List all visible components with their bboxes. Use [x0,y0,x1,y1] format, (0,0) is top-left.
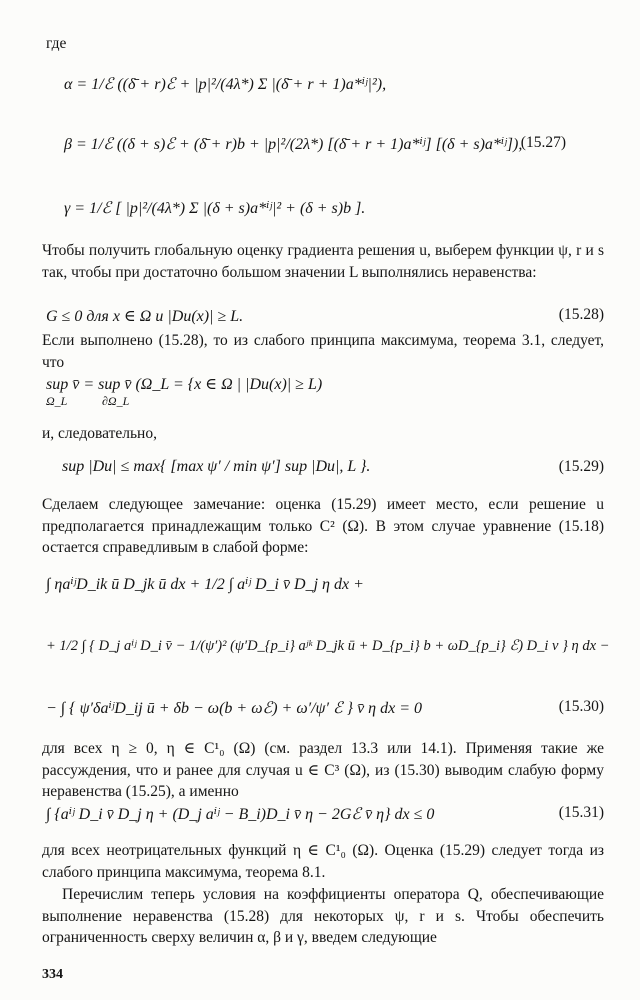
paragraph-1: Чтобы получить глобальную оценку градиента решения u, выберем функции ψ, r и s так, чтобы при достаточно большом значении L выполнялись неравенства: [42,242,604,281]
paragraph-5: для всех η ≥ 0, η ∈ C¹₀ (Ω) (см. раздел 13.3 или 14.1). Применяя такие же рассуждения, что и ранее для случая u ∈ C³ (Ω), из (15.30) выводим слабую форму неравенства (15.25), а именно [42,740,604,800]
equation-beta [42,122,604,174]
equation-15-30-line-3 [42,688,604,732]
equation-15-30-line-2 [42,628,610,678]
equation-15-30-line-1-text: ∫ ηaⁱʲD_ik ū D_jk ū dx + 1/2 ∫ aⁱʲ D_i v̄ D_j η dx + [46,576,364,593]
paragraph-6: для всех неотрицательных функций η ∈ C¹₀ (Ω). Оценка (15.29) следует тогда из слабого принципа максимума, теорема 8.1. [42,842,604,881]
paragraph-4: Сделаем следующее замечание: оценка (15.29) имеет место, если решение u предполагается принадлежащим только C² (Ω). В этом случае уравнение (15.18) остается справедливым в слабой форме: [42,496,604,556]
equation-gamma [42,186,604,238]
equation-number-15-27: (15.27) [520,134,566,151]
equation-alpha-text: α = 1/ℰ ((δ̄ + r)ℰ + |p|²/(4λ*) Σ |(δ̄ + r + 1)a*ⁱʲ|²), [64,76,387,93]
equation-alpha [42,62,604,114]
page-number: 334 [42,967,63,982]
paragraph-2: Если выполнено (15.28), то из слабого принципа максимума, теорема 3.1, следует, что [42,332,604,371]
equation-15-30-line-2-text: + 1/2 ∫ { D_j aⁱʲ D_i v̄ − 1/(ψ′)² (ψ′D_{p_i} aʲᵏ D_jk ū + D_{p_i} b + ωD_{p_i} ℰ) D_i v } η dx − [46,638,610,654]
equation-beta-text: β = 1/ℰ ((δ + s)ℰ + (δ̄ + r)b + |p|²/(2λ*) [(δ̄ + r + 1)a*ⁱʲ] [(δ + s)a*ⁱʲ]), [64,136,523,153]
equation-15-28 [42,306,604,330]
equation-15-31-text: ∫ {aⁱʲ D_i v̄ D_j η + (D_j aⁱʲ − B_i)D_i v̄ η − 2Gℰ v̄ η} dx ≤ 0 [46,806,435,823]
equation-15-30-line-1 [42,566,604,606]
equation-number-15-31: (15.31) [558,804,604,821]
equation-15-31 [42,800,604,834]
equation-15-29 [42,446,604,490]
equation-15-29-text: sup |Du| ≤ max{ [max ψ′ / min ψ′] sup |Du|, L }. [62,458,371,475]
equation-sup-subscript-2: ∂Ω_L [102,394,130,408]
equation-sup-text: sup v̄ = sup v̄ (Ω_L = {x ∈ Ω | |Du(x)| ≥ L) [46,376,323,393]
equation-sup-subscript-1: Ω_L [46,394,68,408]
equation-15-30-line-3-text: − ∫ { ψ′δaⁱʲD_ij ū + δb − ω(b + ωℰ) + ω′/ψ′ ℰ } v̄ η dx = 0 [46,700,423,717]
intro-word: где [46,35,67,52]
equation-number-15-29: (15.29) [558,458,604,475]
equation-gamma-text: γ = 1/ℰ [ |p|²/(4λ*) Σ |(δ + s)a*ⁱʲ|² + (δ + s)b ]. [64,200,366,217]
equation-sup [42,374,604,418]
paragraph-7: Перечислим теперь условия на коэффициенты оператора Q, обеспечивающие выполнение неравенства (15.28) для некоторых ψ, r и s. Чтобы обеспечить ограниченность сверху величин α, β и γ, введем следующие [42,886,604,946]
equation-15-28-text: G ≤ 0 для x ∈ Ω и |Du(x)| ≥ L. [46,308,244,325]
equation-number-15-28: (15.28) [558,306,604,323]
paragraph-3: и, следовательно, [42,425,157,442]
equation-number-15-30: (15.30) [558,698,604,715]
